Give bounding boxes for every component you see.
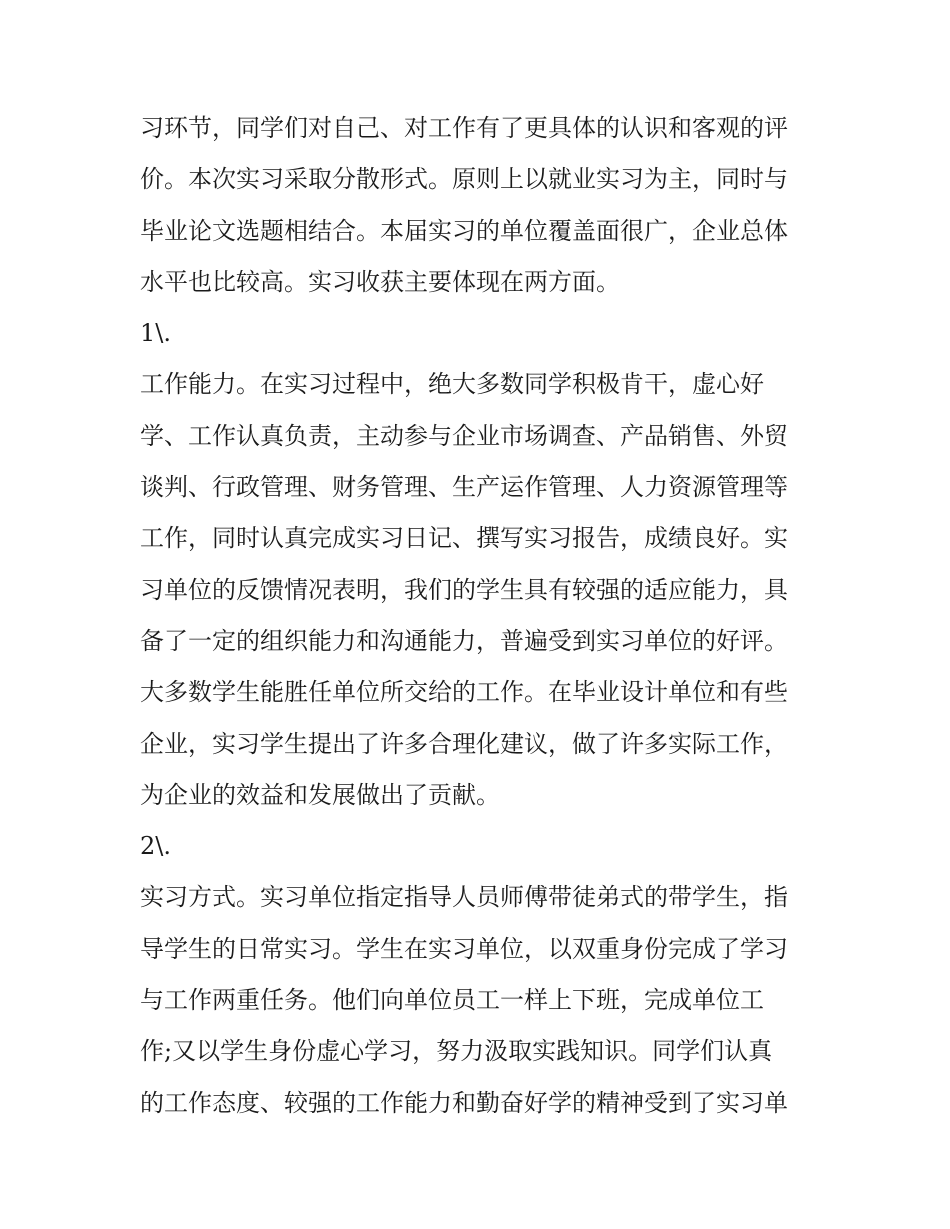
body-text (140, 103, 820, 1129)
text-line: 实习方式。实习单位指定指导人员师傅带徒弟式的带学生，指 (140, 883, 788, 912)
text-line: 为企业的效益和发展做出了贡献。 (140, 780, 500, 809)
text-line: 导学生的日常实习。学生在实习单位，以双重身份完成了学习 (140, 934, 788, 963)
text-line: 作;又以学生身份虚心学习，努力汲取实践知识。同学们认真 (140, 1037, 773, 1066)
text-line: 价。本次实习采取分散形式。原则上以就业实习为主，同时与 (140, 165, 788, 194)
text-line: 与工作两重任务。他们向单位员工一样上下班，完成单位工 (140, 986, 764, 1015)
text-line: 谈判、行政管理、财务管理、生产运作管理、人力资源管理等 (140, 473, 788, 502)
text-line: 毕业论文选题相结合。本届实习的单位覆盖面很广，企业总体 (140, 216, 788, 245)
text-line: 工作能力。在实习过程中，绝大多数同学积极肯干，虚心好 (140, 370, 764, 399)
text-line: 习环节，同学们对自己、对工作有了更具体的认识和客观的评 (140, 114, 788, 142)
list-marker-1: 1\. (140, 319, 171, 348)
list-marker-2: 2\. (140, 832, 171, 861)
text-line: 的工作态度、较强的工作能力和勤奋好学的精神受到了实习单 (140, 1088, 788, 1117)
text-line: 学、工作认真负责，主动参与企业市场调查、产品销售、外贸 (140, 421, 788, 450)
text-line: 企业，实习学生提出了许多合理化建议，做了许多实际工作， (140, 729, 788, 758)
text-line: 习单位的反馈情况表明，我们的学生具有较强的适应能力，具 (140, 575, 788, 604)
text-line: 工作，同时认真完成实习日记、撰写实习报告，成绩良好。实 (140, 524, 788, 553)
text-line: 大多数学生能胜任单位所交给的工作。在毕业设计单位和有些 (140, 678, 788, 707)
text-line: 备了一定的组织能力和沟通能力，普遍受到实习单位的好评。 (140, 626, 788, 655)
text-line: 水平也比较高。实习收获主要体现在两方面。 (140, 267, 620, 296)
